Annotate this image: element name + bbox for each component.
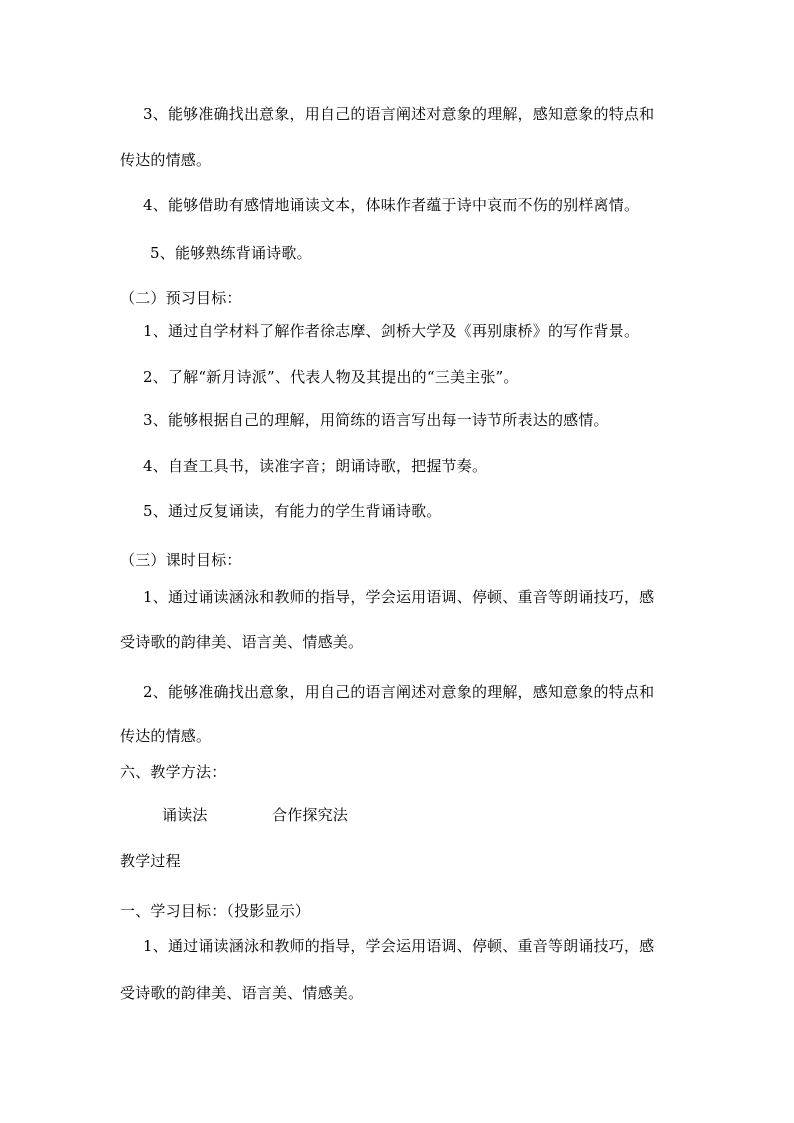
paragraph-line: 1、通过自学材料了解作者徐志摩、剑桥大学及《再别康桥》的写作背景。 [143,322,640,340]
section-heading: 一、学习目标：（投影显示） [120,902,311,920]
paragraph-line: 受诗歌的韵律美、语言美、情感美。 [120,633,364,651]
paragraph-line: 3、能够准确找出意象，用自己的语言阐述对意象的理解，感知意象的特点和 [143,105,655,123]
paragraph-line: 传达的情感。 [120,151,212,169]
paragraph-line: 3、能够根据自己的理解，用简练的语言写出每一诗节所表达的感情。 [143,411,609,429]
paragraph-line: 5、能够熟练背诵诗歌。 [150,244,312,262]
method-item: 诵读法 [162,806,208,824]
section-heading: （二）预习目标： [120,289,242,307]
paragraph-line: 2、了解“新月诗派”、代表人物及其提出的“三美主张”。 [143,368,519,386]
section-heading: 教学过程 [120,852,181,870]
paragraph-line: 2、能够准确找出意象，用自己的语言阐述对意象的理解，感知意象的特点和 [143,683,655,701]
section-heading: 六、教学方法： [120,763,227,781]
paragraph-line: 传达的情感。 [120,727,212,745]
section-heading: （三）课时目标： [120,551,242,569]
paragraph-line: 1、通过诵读涵泳和教师的指导，学会运用语调、停顿、重音等朗诵技巧，感 [143,588,655,606]
paragraph-line: 受诗歌的韵律美、语言美、情感美。 [120,984,364,1002]
paragraph-line: 4、能够借助有感情地诵读文本，体味作者蕴于诗中哀而不伤的别样离情。 [143,196,640,214]
method-item: 合作探究法 [272,806,349,824]
paragraph-line: 1、通过诵读涵泳和教师的指导，学会运用语调、停顿、重音等朗诵技巧，感 [143,937,655,955]
paragraph-line: 4、自查工具书，读准字音；朗诵诗歌，把握节奏。 [143,457,488,475]
paragraph-line: 5、通过反复诵读，有能力的学生背诵诗歌。 [143,502,442,520]
